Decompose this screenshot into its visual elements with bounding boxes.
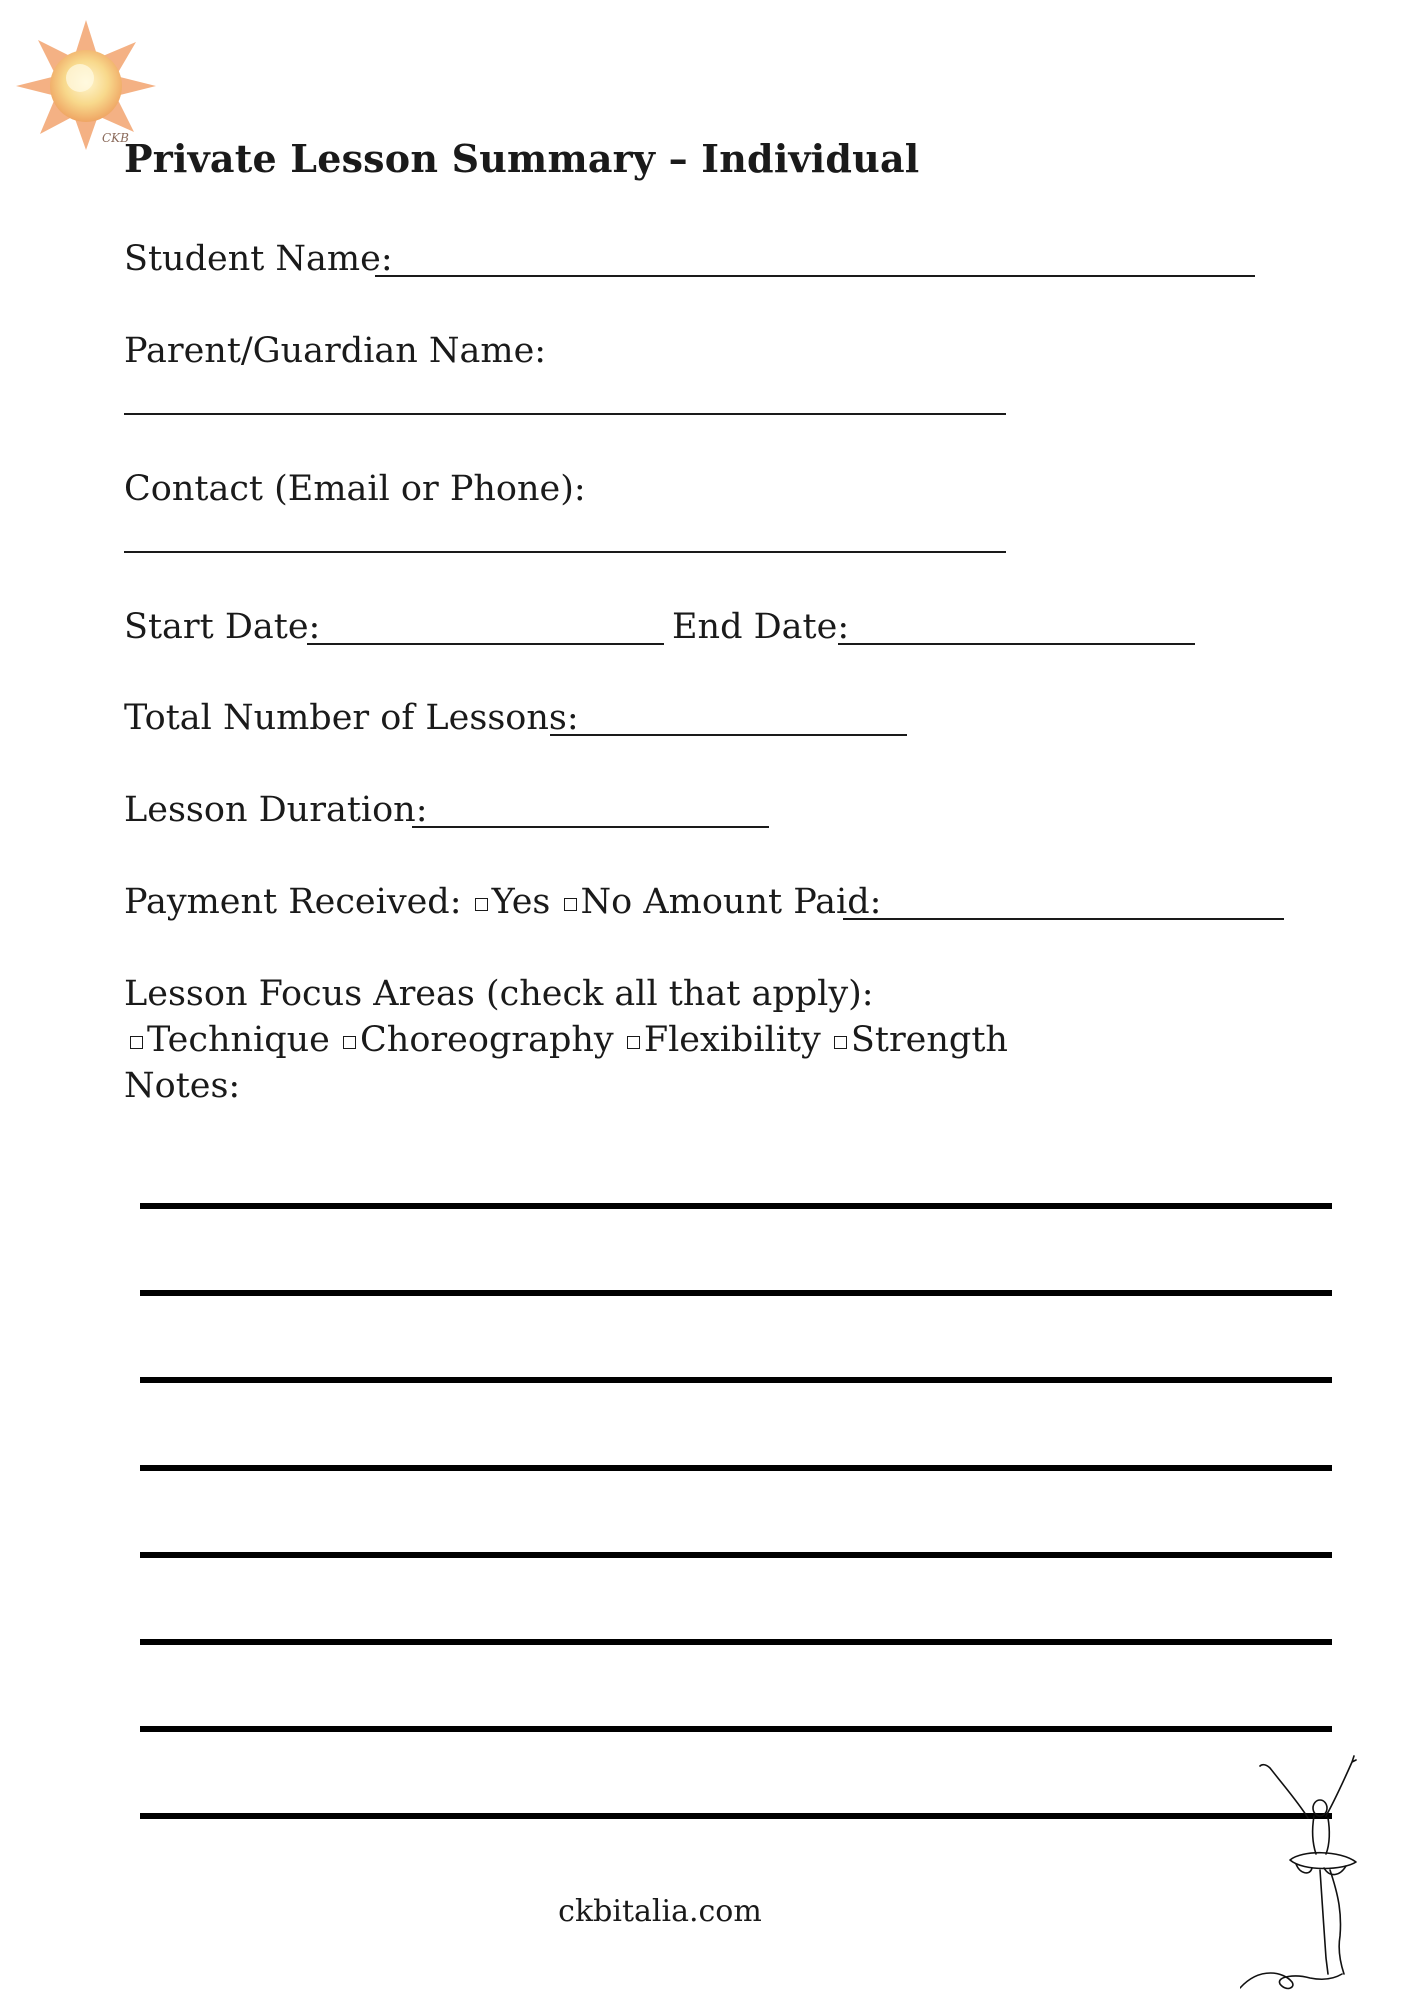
student-name-label: Student Name: bbox=[124, 239, 393, 279]
contact-field[interactable] bbox=[124, 551, 1006, 553]
notes-line[interactable] bbox=[140, 1377, 1332, 1383]
end-date-field[interactable] bbox=[838, 643, 1195, 645]
payment-row bbox=[124, 880, 881, 924]
footer-website: ckbitalia.com bbox=[558, 1894, 762, 1929]
notes-line[interactable] bbox=[140, 1726, 1332, 1732]
amount-paid-label: Amount Paid: bbox=[643, 882, 882, 922]
sun-logo-icon bbox=[14, 20, 159, 150]
focus-choreography-label: Choreography bbox=[360, 1020, 614, 1060]
focus-strength-label: Strength bbox=[850, 1020, 1008, 1060]
ballerina-icon bbox=[1240, 1752, 1410, 1992]
total-lessons-label: Total Number of Lessons: bbox=[124, 698, 579, 738]
contact-label: Contact (Email or Phone): bbox=[124, 469, 586, 509]
logo-initials: CKB bbox=[102, 131, 129, 145]
form-title: Private Lesson Summary – Individual bbox=[124, 136, 920, 181]
focus-flexibility-label: Flexibility bbox=[643, 1020, 821, 1060]
amount-paid-field[interactable] bbox=[843, 918, 1284, 920]
notes-line[interactable] bbox=[140, 1465, 1332, 1471]
payment-label: Payment Received: bbox=[124, 882, 462, 922]
payment-no-checkbox[interactable] bbox=[564, 898, 577, 911]
notes-line[interactable] bbox=[140, 1203, 1332, 1209]
parent-name-label: Parent/Guardian Name: bbox=[124, 331, 547, 371]
start-date-field[interactable] bbox=[307, 643, 664, 645]
payment-yes-label: Yes bbox=[491, 882, 551, 922]
focus-technique-label: Technique bbox=[147, 1020, 330, 1060]
focus-flexibility-checkbox[interactable] bbox=[627, 1036, 640, 1049]
focus-label: Lesson Focus Areas (check all that apply): bbox=[124, 974, 874, 1014]
notes-line[interactable] bbox=[140, 1290, 1332, 1296]
notes-line[interactable] bbox=[140, 1813, 1332, 1819]
total-lessons-field[interactable] bbox=[550, 734, 907, 736]
focus-technique-checkbox[interactable] bbox=[130, 1036, 143, 1049]
lesson-duration-label: Lesson Duration: bbox=[124, 790, 428, 830]
notes-line[interactable] bbox=[140, 1552, 1332, 1558]
lesson-duration-field[interactable] bbox=[412, 826, 769, 828]
notes-label: Notes: bbox=[124, 1066, 241, 1106]
payment-yes-checkbox[interactable] bbox=[475, 898, 488, 911]
focus-options-row bbox=[128, 1018, 1008, 1062]
focus-choreography-checkbox[interactable] bbox=[343, 1036, 356, 1049]
student-name-field[interactable] bbox=[375, 275, 1255, 277]
focus-strength-checkbox[interactable] bbox=[834, 1036, 847, 1049]
end-date-label: End Date: bbox=[672, 607, 850, 647]
notes-line[interactable] bbox=[140, 1639, 1332, 1645]
start-date-label: Start Date: bbox=[124, 607, 321, 647]
parent-name-field[interactable] bbox=[124, 413, 1006, 415]
payment-no-label: No bbox=[580, 882, 633, 922]
